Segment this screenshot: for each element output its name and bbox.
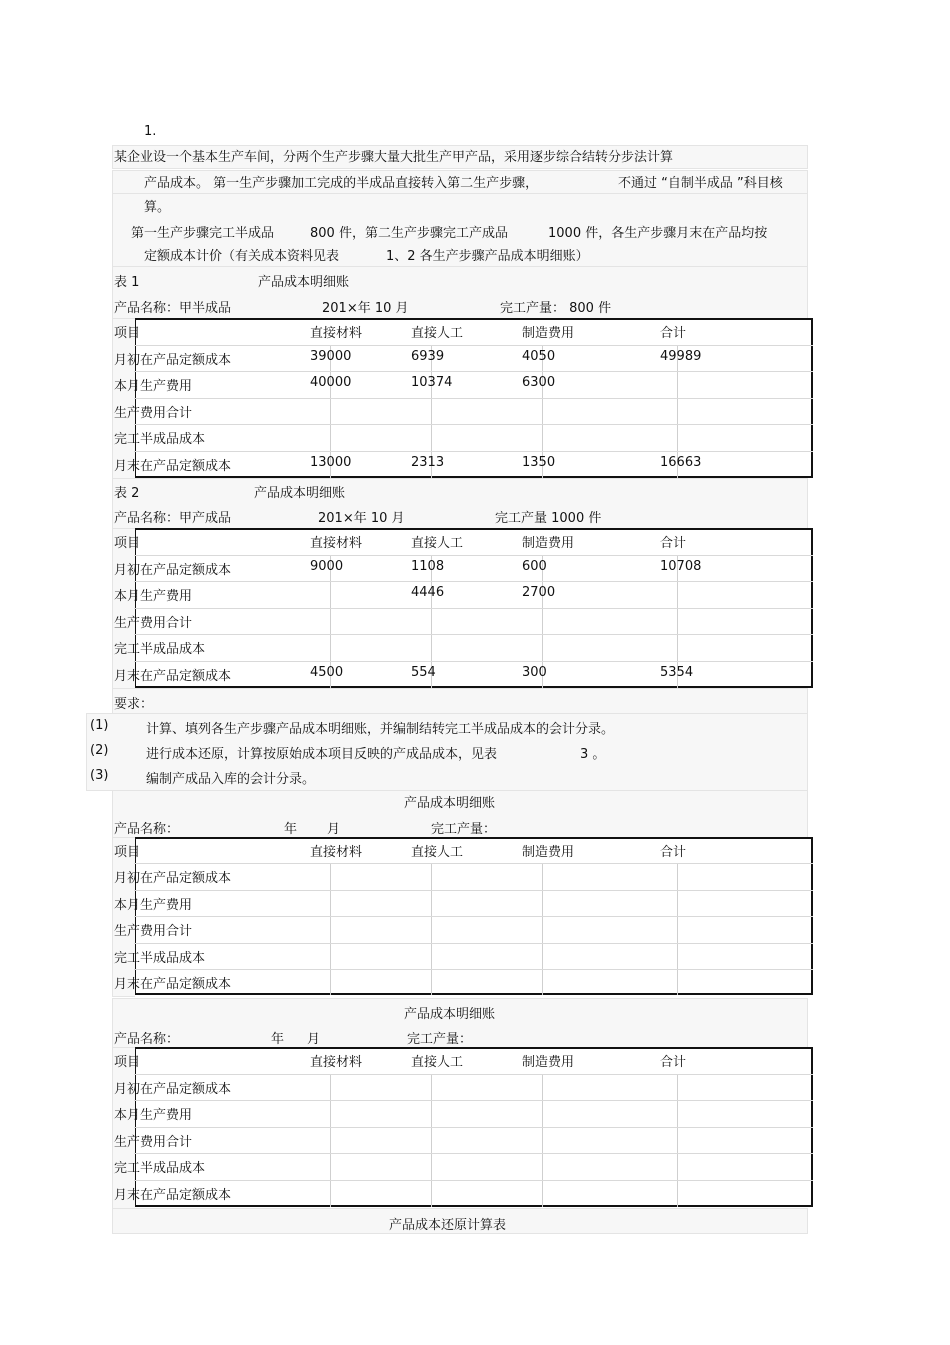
problem-line-4b: 800 件，第二生产步骤完工产成品 (310, 226, 508, 241)
table1-product: 产品名称：甲半成品 (114, 301, 232, 316)
table4-row-label: 本月生产费用 (114, 1108, 193, 1124)
table2-header-cell: 制造费用 (522, 536, 575, 551)
table4-col-divider (431, 1074, 432, 1207)
problem-line-2b: 不通过 “自制半成品 ”科目核 (618, 176, 783, 191)
table3-row-label: 月末在产品定额成本 (114, 977, 232, 992)
table2-row-label: 本月生产费用 (114, 589, 193, 605)
table3-header-cell: 直接人工 (411, 845, 464, 860)
table1-cell: 39000 (310, 348, 352, 364)
table1-label: 表 1 (114, 275, 140, 290)
table1-row-divider (134, 398, 813, 399)
table3-col-divider (431, 863, 432, 995)
table2-row-divider (134, 608, 813, 609)
table4-row-label: 月初在产品定额成本 (114, 1081, 232, 1097)
table4-month: 月 (307, 1032, 321, 1047)
table3-row-divider (134, 916, 813, 917)
table1-row-divider (134, 424, 813, 425)
table2-row-label: 月初在产品定额成本 (114, 562, 232, 578)
table4-title: 产品成本明细账 (404, 1007, 496, 1022)
problem-line-1: 某企业设一个基本生产车间，分两个生产步骤大量大批生产甲产品，采用逐步综合结转分步法计算 (114, 150, 674, 165)
table2-title: 产品成本明细账 (254, 486, 346, 501)
requirement-2-suffix: 3 。 (580, 747, 606, 762)
table2-product: 产品名称：甲产成品 (114, 511, 232, 526)
table2-row-divider (134, 581, 813, 582)
table4-row-divider (134, 1074, 813, 1075)
table2-cell: 554 (411, 665, 436, 680)
table1-row-label: 完工半成品成本 (114, 432, 206, 448)
table2-cell: 300 (522, 665, 547, 680)
table4-row-label: 生产费用合计 (114, 1134, 193, 1150)
requirement-1-num: (1) (90, 718, 109, 733)
table2-cell: 4446 (411, 585, 445, 601)
table3-row-divider (134, 890, 813, 891)
table4-header-cell: 直接人工 (411, 1055, 464, 1070)
problem-line-4c: 1000 件，各生产步骤月末在产品均按 (548, 226, 768, 241)
table3-row-label: 本月生产费用 (114, 897, 193, 913)
table1-row-label: 月末在产品定额成本 (114, 459, 232, 474)
requirements-band (112, 688, 808, 714)
problem-line-3: 算。 (144, 200, 171, 215)
table3-col-divider (677, 863, 678, 995)
table2-date: 201×年 10 月 (318, 511, 405, 526)
table2-row-label: 生产费用合计 (114, 615, 193, 631)
table1-row-label: 月初在产品定额成本 (114, 352, 232, 368)
table3-month: 月 (327, 822, 341, 837)
table4-row-divider (134, 1100, 813, 1101)
problem-number: 1. (144, 124, 157, 139)
table2-cell: 1108 (411, 558, 445, 574)
table1-cell: 6939 (411, 348, 445, 364)
table2-output: 完工产量 1000 件 (495, 511, 602, 526)
table4-header-cell: 项目 (114, 1055, 141, 1070)
requirement-2-num: (2) (90, 743, 109, 758)
table2-label: 表 2 (114, 486, 140, 501)
table3-header-cell: 制造费用 (522, 845, 575, 860)
table1-header-cell: 合计 (660, 326, 687, 341)
problem-line-5b: 1、2 各生产步骤产品成本明细账） (386, 249, 589, 264)
table1-header-cell: 直接材料 (310, 326, 363, 341)
table4-output: 完工产量： (407, 1032, 473, 1047)
table4-row-label: 完工半成品成本 (114, 1161, 206, 1177)
table4-year: 年 (271, 1032, 285, 1047)
table3-row-label: 完工半成品成本 (114, 950, 206, 966)
table1-cell: 40000 (310, 375, 352, 391)
requirement-3-num: (3) (90, 768, 109, 783)
table3-header-cell: 合计 (660, 845, 687, 860)
table3-row-label: 月初在产品定额成本 (114, 871, 232, 887)
table3-row-label: 生产费用合计 (114, 924, 193, 940)
table1-row-divider (134, 345, 813, 346)
table3-output: 完工产量： (431, 822, 497, 837)
table3-row-divider (134, 943, 813, 944)
table3-title: 产品成本明细账 (404, 796, 496, 811)
table4-row-label: 月末在产品定额成本 (114, 1188, 232, 1203)
table4-header-cell: 制造费用 (522, 1055, 575, 1070)
requirements-title: 要求： (114, 697, 154, 712)
table4-col-divider (677, 1074, 678, 1207)
table1-cell: 16663 (660, 455, 702, 470)
table4-row-divider (134, 1153, 813, 1154)
table3-row-divider (134, 863, 813, 864)
table2-row-divider (134, 661, 813, 662)
problem-line-4a: 第一生产步骤完工半成品 (131, 226, 275, 241)
table4-col-divider (330, 1074, 331, 1207)
table2-row-divider (134, 634, 813, 635)
table2-cell: 2700 (522, 585, 556, 601)
table3-header-cell: 项目 (114, 845, 141, 860)
requirement-1-text: 计算、填列各生产步骤产品成本明细账，并编制结转完工半成品成本的会计分录。 (146, 722, 615, 737)
table2-row-label: 月末在产品定额成本 (114, 669, 232, 684)
table3-product: 产品名称： (114, 822, 180, 837)
requirement-2-text: 进行成本还原，计算按原始成本项目反映的产成品成本，见表 (146, 747, 498, 762)
table1-output: 完工产量： 800 件 (500, 301, 612, 316)
table1-cell: 4050 (522, 348, 556, 364)
table4-header-cell: 直接材料 (310, 1055, 363, 1070)
table1-cell: 49989 (660, 348, 702, 364)
table1-title: 产品成本明细账 (258, 275, 350, 290)
table2-cell: 10708 (660, 558, 702, 574)
table2-cell: 9000 (310, 558, 344, 574)
table2-header-cell: 合计 (660, 536, 687, 551)
table2-row-divider (134, 555, 813, 556)
table2-cell: 600 (522, 558, 547, 574)
table1-cell: 2313 (411, 455, 445, 470)
table1-cell: 10374 (411, 375, 453, 391)
table1-cell: 1350 (522, 455, 556, 470)
table4-row-divider (134, 1127, 813, 1128)
table5-title: 产品成本还原计算表 (389, 1218, 507, 1233)
table1-cell: 13000 (310, 455, 352, 470)
table2-header-cell: 直接材料 (310, 536, 363, 551)
table1-row-divider (134, 451, 813, 452)
table1-row-divider (134, 371, 813, 372)
problem-line-5a: 定额成本计价（有关成本资料见表 (144, 249, 340, 264)
table1-row-label: 生产费用合计 (114, 405, 193, 421)
table2-header-cell: 项目 (114, 536, 141, 551)
table3-col-divider (330, 863, 331, 995)
table3-col-divider (542, 863, 543, 995)
table1-row-label: 本月生产费用 (114, 379, 193, 395)
table1-date: 201×年 10 月 (322, 301, 409, 316)
table1-cell: 6300 (522, 375, 556, 391)
table3-header-cell: 直接材料 (310, 845, 363, 860)
table1-header-cell: 制造费用 (522, 326, 575, 341)
table4-header-cell: 合计 (660, 1055, 687, 1070)
table2-header-cell: 直接人工 (411, 536, 464, 551)
table4-row-divider (134, 1180, 813, 1181)
table3-year: 年 (284, 822, 298, 837)
table2-cell: 4500 (310, 665, 344, 680)
table1-header-cell: 直接人工 (411, 326, 464, 341)
table2-cell: 5354 (660, 665, 694, 680)
problem-line-2a: 产品成本。 第一生产步骤加工完成的半成品直接转入第二生产步骤， (144, 176, 539, 191)
requirement-3-text: 编制产成品入库的会计分录。 (146, 772, 316, 787)
table3-row-divider (134, 969, 813, 970)
table4-product: 产品名称： (114, 1032, 180, 1047)
table2-row-label: 完工半成品成本 (114, 642, 206, 658)
table1-header-cell: 项目 (114, 326, 141, 341)
table4-col-divider (542, 1074, 543, 1207)
